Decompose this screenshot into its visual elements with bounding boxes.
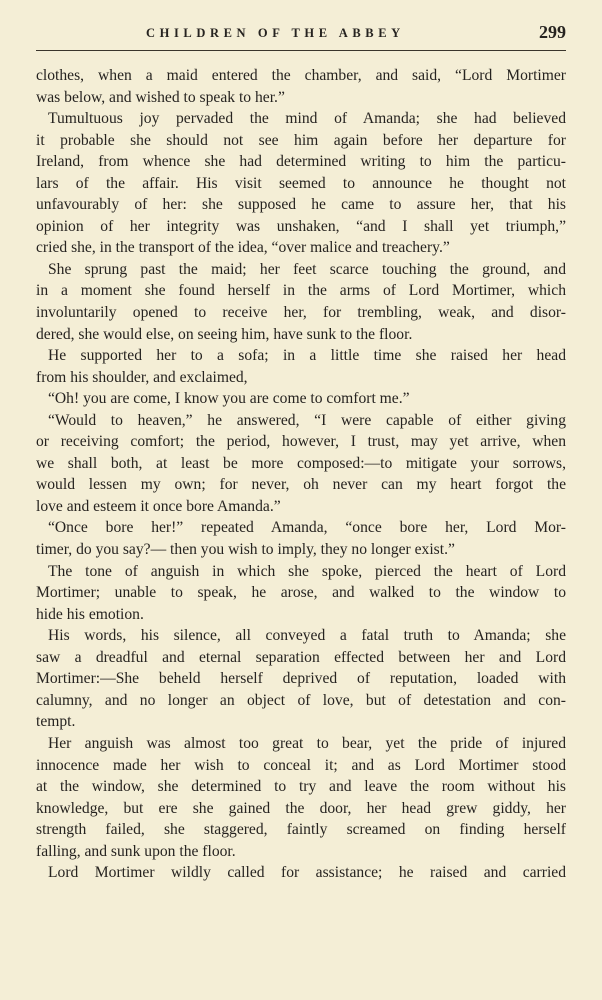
text-line: She sprung past the maid; her feet scarce touching the ground, and: [48, 260, 566, 278]
text-line: it probable she should not see him again before her departure for: [36, 131, 566, 149]
text-line: “Oh! you are come, I know you are come to comfort me.”: [48, 390, 410, 408]
paragraph: [36, 388, 566, 410]
text-line: hide his emotion.: [36, 605, 144, 623]
text-line: lars of the affair. His visit seemed to announce he thought not: [36, 174, 566, 192]
text-line: at the window, she determined to try and leave the room without his: [36, 778, 566, 796]
text-line: cried she, in the transport of the idea, “over malice and treachery.”: [36, 239, 450, 257]
text-line: calumny, and no longer an object of love, but of detestation and con-: [36, 691, 566, 709]
text-line: unfavourably of her: she supposed he came to assure her, that his: [36, 196, 566, 214]
paragraph: [36, 733, 566, 862]
paragraph: [36, 345, 566, 388]
text-line: saw a dreadful and eternal separation effected between her and Lord: [36, 648, 566, 666]
text-line: in a moment she found herself in the arms of Lord Mortimer, which: [36, 282, 566, 300]
text-line: opinion of her integrity was unshaken, “and I shall yet triumph,”: [36, 217, 566, 235]
text-line: innocence made her wish to conceal it; and as Lord Mortimer stood: [36, 756, 566, 774]
text-line: we shall both, at least be more composed:—to mitigate your sorrows,: [36, 454, 566, 472]
text-line: “Once bore her!” repeated Amanda, “once bore her, Lord Mor-: [48, 519, 566, 537]
text-line: timer, do you say?— then you wish to imply, they no longer exist.”: [36, 541, 455, 559]
paragraph: [36, 625, 566, 733]
text-line: dered, she would else, on seeing him, have sunk to the floor.: [36, 325, 413, 343]
paragraph: [36, 517, 566, 560]
text-line: strength failed, she staggered, faintly screamed on finding herself: [36, 821, 566, 839]
body-text: [36, 65, 566, 884]
text-line: “Would to heaven,” he answered, “I were capable of either giving: [48, 411, 566, 429]
text-line: Ireland, from whence she had determined writing to him the particu-: [36, 153, 566, 171]
paragraph: [36, 862, 566, 884]
text-line: Her anguish was almost too great to bear, yet the pride of injured: [48, 734, 566, 752]
text-line: falling, and sunk upon the floor.: [36, 842, 236, 860]
paragraph: [36, 561, 566, 626]
text-line: or receiving comfort; the period, however, I trust, may yet arrive, when: [36, 433, 566, 451]
text-line: involuntarily opened to receive her, for trembling, weak, and disor-: [36, 304, 566, 322]
text-line: The tone of anguish in which she spoke, pierced the heart of Lord: [48, 562, 566, 580]
paragraph: [36, 259, 566, 345]
text-line: Tumultuous joy pervaded the mind of Amanda; she had believed: [48, 110, 566, 128]
text-line: Lord Mortimer wildly called for assistance; he raised and carried: [48, 864, 566, 882]
text-line: from his shoulder, and exclaimed,: [36, 368, 248, 386]
text-line: clothes, when a maid entered the chamber, and said, “Lord Mortimer: [36, 67, 566, 84]
text-line: was below, and wished to speak to her.”: [36, 88, 285, 106]
page-number: 299: [539, 22, 566, 42]
text-line: would lessen my own; for never, oh never can my heart forgot the: [36, 476, 566, 494]
page-header: [36, 22, 566, 51]
text-line: Mortimer:—She beheld herself deprived of reputation, loaded with: [36, 670, 566, 688]
text-line: tempt.: [36, 713, 76, 731]
text-line: He supported her to a sofa; in a little time she raised her head: [48, 347, 566, 365]
text-line: His words, his silence, all conveyed a fatal truth to Amanda; she: [48, 627, 566, 645]
paragraph: [36, 108, 566, 259]
running-title: CHILDREN OF THE ABBEY: [146, 26, 405, 40]
text-line: love and esteem it once bore Amanda.”: [36, 497, 281, 515]
paragraph: [36, 65, 566, 108]
text-line: knowledge, but ere she gained the door, her head grew giddy, her: [36, 799, 566, 817]
paragraph: [36, 410, 566, 518]
text-line: Mortimer; unable to speak, he arose, and walked to the window to: [36, 584, 566, 602]
